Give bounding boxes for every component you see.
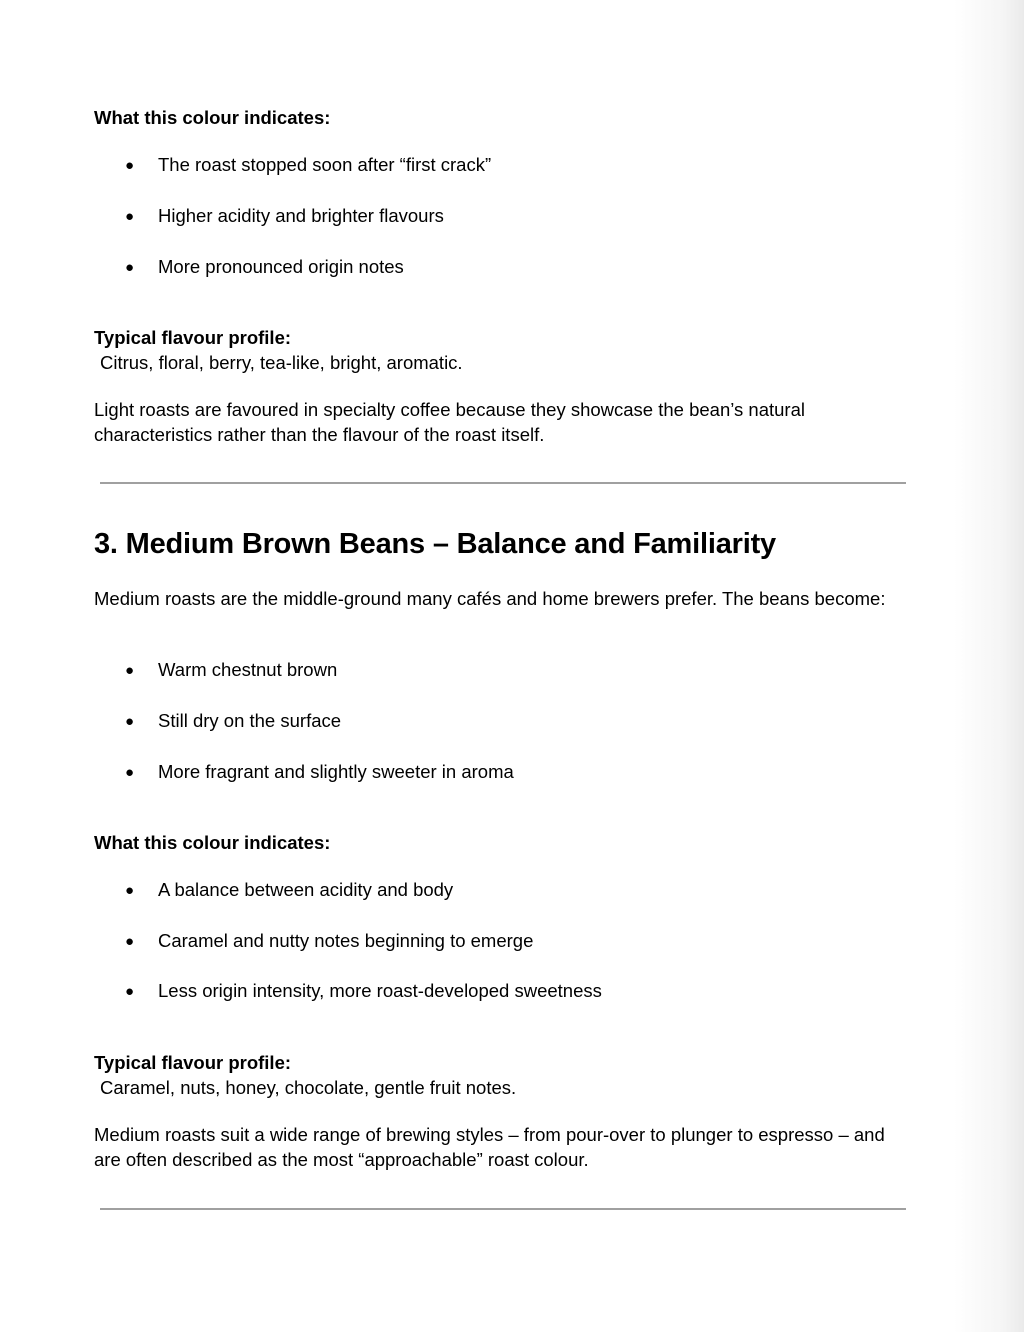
closing-paragraph-light: Light roasts are favoured in specialty coffee because they showcase the bean’s natural characteristics rather than the flavour of the roast itself.: [94, 399, 805, 445]
flavour-label-medium: Typical flavour profile:: [94, 1052, 292, 1073]
flavour-text-medium: Caramel, nuts, honey, chocolate, gentle fruit notes.: [100, 1077, 517, 1098]
section-divider: [100, 1208, 906, 1210]
intro-paragraph-medium: Medium roasts are the middle-ground many cafés and home brewers prefer. The beans become:: [94, 588, 886, 609]
section-divider: [100, 482, 906, 484]
page-edge-shadow: [954, 0, 1024, 1332]
indicates-label-light: What this colour indicates:: [94, 107, 331, 128]
list-item: [125, 708, 341, 734]
list-item: [125, 254, 404, 280]
list-item-text: Still dry on the surface: [158, 710, 342, 731]
list-item-text: Higher acidity and brighter flavours: [158, 205, 444, 226]
list-item: [125, 657, 337, 683]
flavour-text-light: Citrus, floral, berry, tea-like, bright, aromatic.: [100, 352, 463, 373]
list-item: [125, 152, 491, 178]
bullet-icon: ●: [125, 662, 135, 679]
list-item: [125, 928, 533, 954]
list-item-text: Warm chestnut brown: [158, 659, 338, 680]
section-heading-medium: 3. Medium Brown Beans – Balance and Familiarity: [94, 528, 776, 560]
bullet-icon: ●: [125, 208, 135, 225]
list-item: [125, 203, 444, 229]
closing-paragraph-medium: Medium roasts suit a wide range of brewing styles – from pour-over to plunger to espresso – and are often described as the most “approachable” roast colour.: [94, 1124, 885, 1170]
list-item-text: A balance between acidity and body: [158, 879, 454, 900]
bullet-icon: ●: [125, 259, 135, 276]
bullet-icon: ●: [125, 157, 135, 174]
bullet-icon: ●: [125, 764, 135, 781]
list-item: [125, 877, 453, 903]
bullet-icon: ●: [125, 933, 135, 950]
list-item-text: The roast stopped soon after “first crack”: [158, 154, 492, 175]
list-item: [125, 978, 602, 1004]
list-item-text: Less origin intensity, more roast-developed sweetness: [158, 980, 602, 1001]
indicates-label-medium: What this colour indicates:: [94, 832, 331, 853]
list-item-text: More pronounced origin notes: [158, 256, 404, 277]
bullet-icon: ●: [125, 713, 135, 730]
list-item-text: More fragrant and slightly sweeter in aroma: [158, 761, 514, 782]
flavour-label-light: Typical flavour profile:: [94, 327, 292, 348]
list-item: [125, 759, 514, 785]
bullet-icon: ●: [125, 882, 135, 899]
bullet-icon: ●: [125, 983, 135, 1000]
list-item-text: Caramel and nutty notes beginning to emerge: [158, 930, 534, 951]
